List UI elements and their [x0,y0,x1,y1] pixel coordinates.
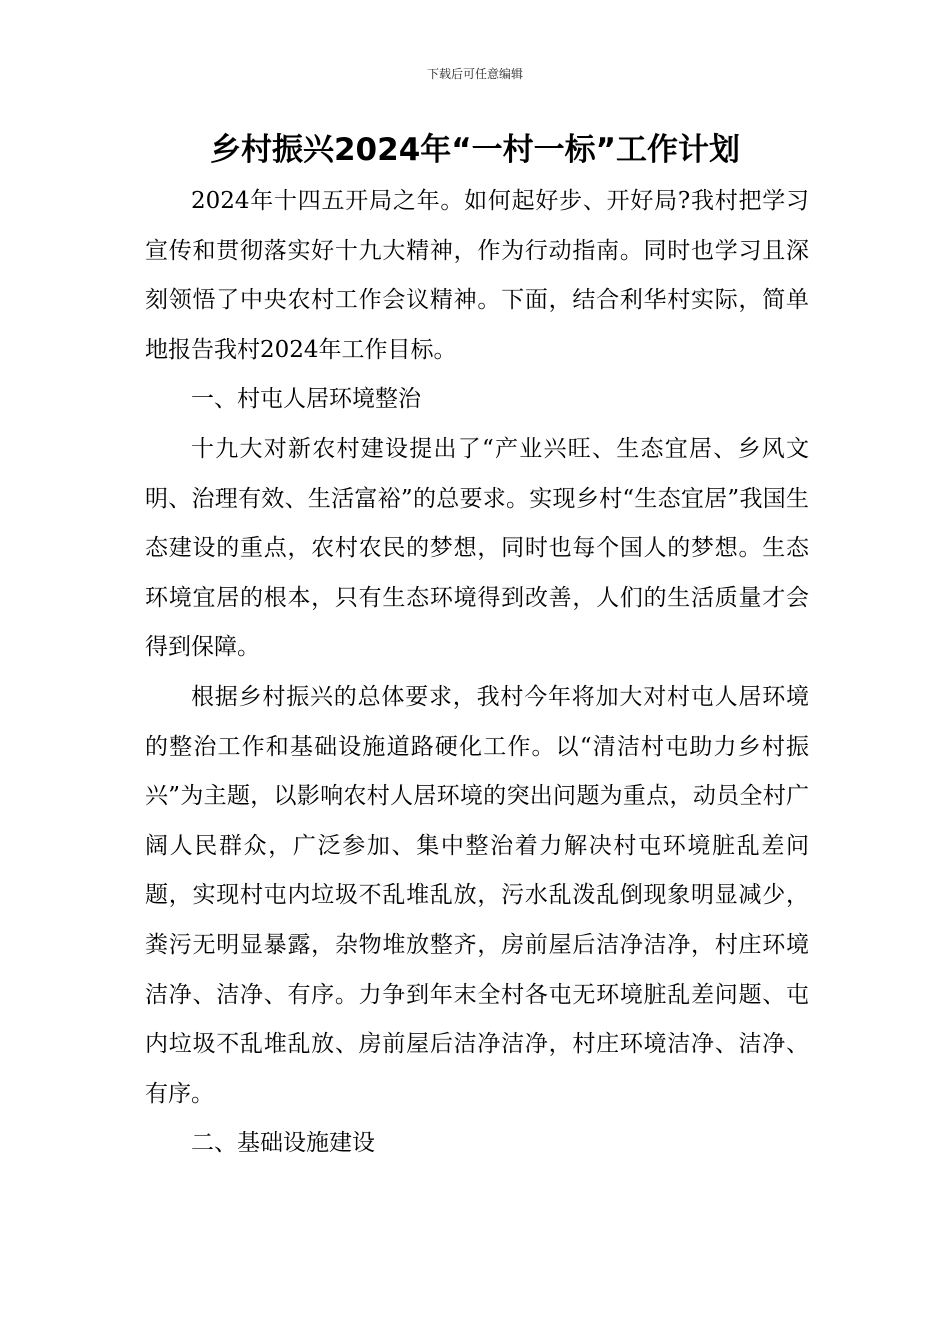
section-heading-2: 二、基础设施建设 [191,1130,375,1157]
page-title: 乡村振兴2024年“一村一标”工作计划 [209,132,741,168]
paragraph-ecology: 十九大对新农村建设提出了“产业兴旺、生态宜居、乡风文明、治理有效、生活富裕”的总要求。实现乡村“生态宜居”我国生态建设的重点，农村农民的梦想，同时也每个国人的梦想。生态环境宜居的根本，只有生态环境得到改善，人们的生活质量才会得到保障。 [145,435,809,661]
section-heading-1: 一、村屯人居环境整治 [191,386,421,413]
header-note: 下载后可任意编辑 [426,67,523,81]
paragraph-intro: 2024年十四五开局之年。如何起好步、开好局?我村把学习宣传和贯彻落实好十九大精神，作为行动指南。同时也学习且深刻领悟了中央农村工作会议精神。下面，结合利华村实际，简单地报告我村2024年工作目标。 [145,188,809,363]
document-body [145,177,809,1169]
paragraph-environment-plan: 根据乡村振兴的总体要求，我村今年将加大对村屯人居环境的整治工作和基础设施道路硬化工作。以“清洁村屯助力乡村振兴”为主题，以影响农村人居环境的突出问题为重点，动员全村广阔人民群众，广泛参加、集中整治着力解决村屯环境脏乱差问题，实现村屯内垃圾不乱堆乱放，污水乱泼乱倒现象明显减少，粪污无明显暴露，杂物堆放整齐，房前屋后洁净洁净，村庄环境洁净、洁净、有序。力争到年末全村各屯无环境脏乱差问题、屯内垃圾不乱堆乱放、房前屋后洁净洁净，村庄环境洁净、洁净、有序。 [145,683,809,1107]
